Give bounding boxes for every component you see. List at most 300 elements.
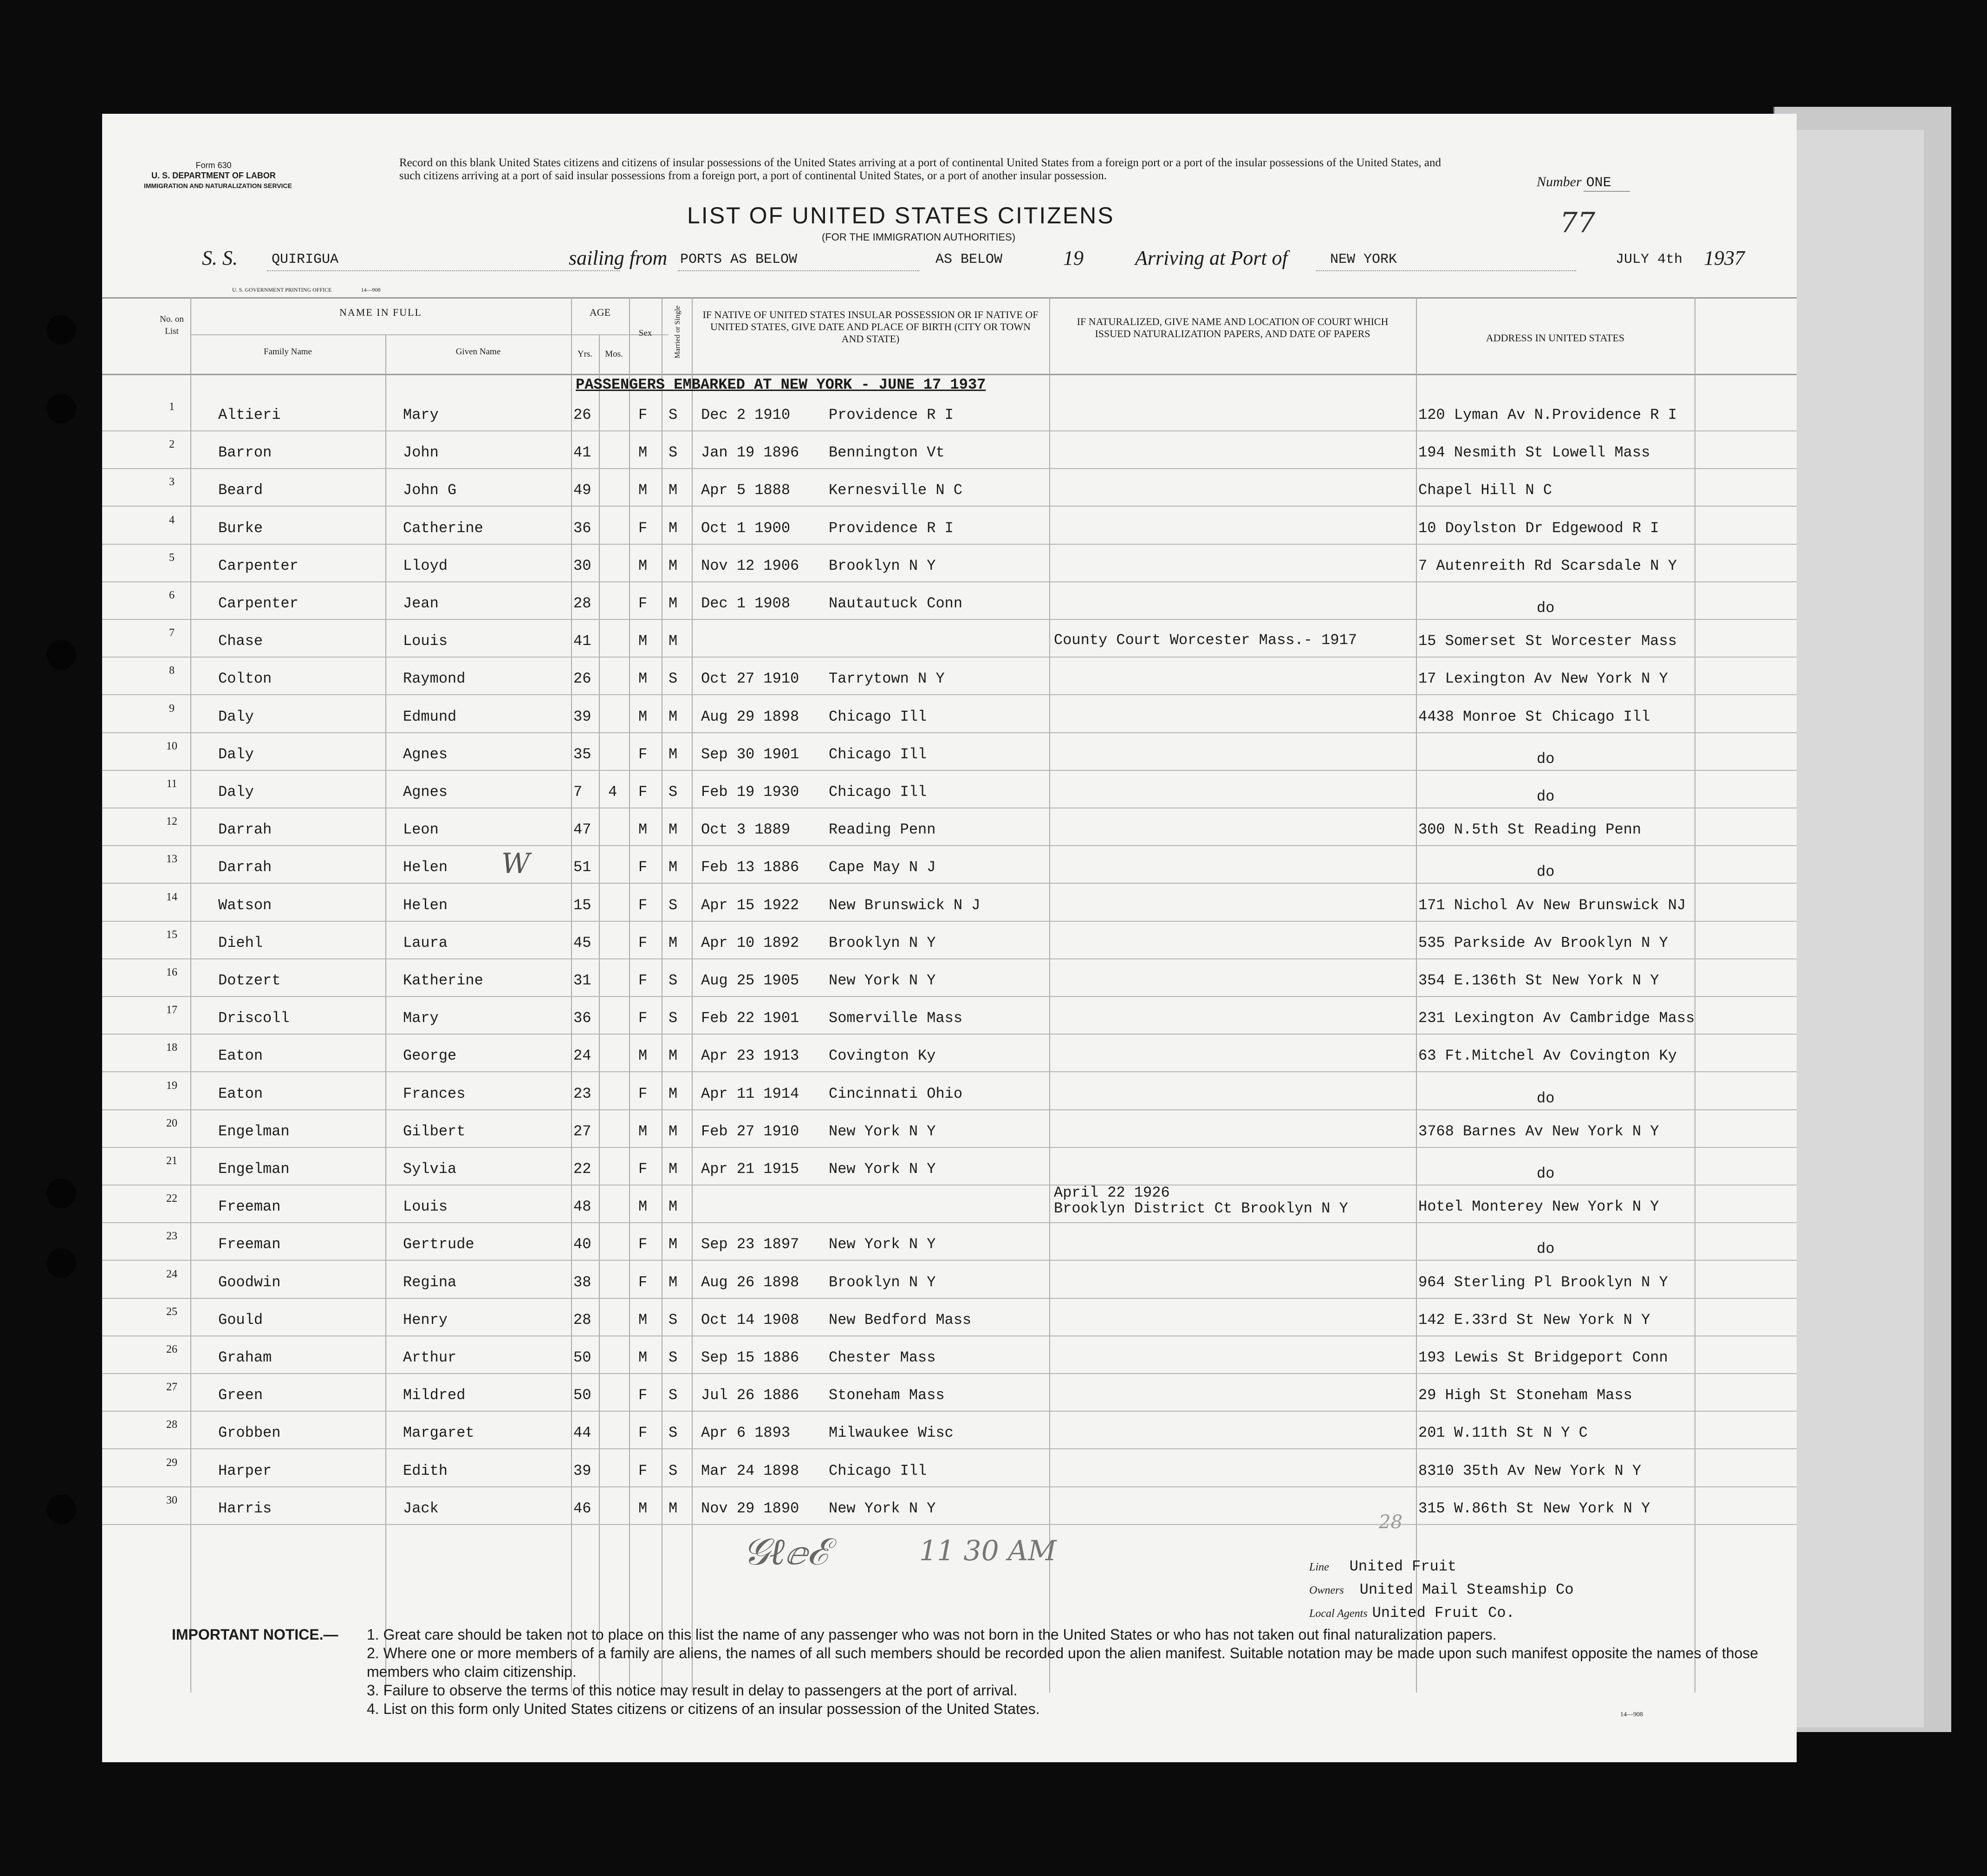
birth-date: Oct 3 1889	[701, 821, 791, 839]
row-number: 14	[166, 891, 177, 903]
family-name: Colton	[218, 670, 272, 688]
birth-date: Apr 21 1915	[701, 1160, 799, 1178]
given-name: Laura	[403, 934, 448, 951]
row-number: 1	[169, 401, 175, 413]
row-rule	[102, 544, 1797, 545]
sex: M	[638, 444, 648, 462]
row-number: 22	[166, 1192, 177, 1205]
owners-field	[1309, 1581, 1574, 1598]
birth-date: Aug 29 1898	[701, 708, 799, 725]
marital-status: S	[669, 783, 678, 801]
row-rule	[102, 694, 1797, 695]
row-number: 26	[166, 1343, 177, 1355]
row-rule	[102, 996, 1797, 997]
marital-status: S	[669, 670, 678, 688]
us-address: 8310 35th Av New York N Y	[1418, 1462, 1642, 1479]
row-number: 9	[169, 702, 175, 715]
birth-date: Sep 15 1886	[701, 1349, 799, 1366]
age-years: 44	[573, 1424, 591, 1442]
sex: F	[638, 1160, 648, 1178]
birth-place: Stoneham Mass	[829, 1387, 945, 1404]
printing-office-line	[232, 287, 380, 293]
sex: F	[638, 1010, 648, 1027]
row-number: 7	[169, 627, 175, 639]
marital-status: S	[669, 1010, 678, 1027]
family-name: Barron	[218, 444, 272, 462]
age-years: 31	[573, 972, 591, 989]
age-years: 46	[573, 1499, 591, 1517]
marital-status: M	[669, 1499, 678, 1517]
printing-office: U. S. GOVERNMENT PRINTING OFFICE	[232, 287, 332, 293]
given-name: Mildred	[403, 1387, 466, 1404]
family-name: Dotzert	[218, 972, 281, 989]
given-name: Gertrude	[403, 1236, 474, 1253]
sex: F	[638, 783, 648, 801]
age-years: 40	[573, 1236, 591, 1253]
row-rule	[102, 845, 1797, 846]
number-label: Number	[1537, 174, 1582, 189]
birth-date: Aug 25 1905	[701, 972, 799, 989]
birth-place: Brooklyn N Y	[829, 557, 936, 574]
us-address: Chapel Hill N C	[1418, 482, 1552, 499]
birth-place: Nautautuck Conn	[829, 595, 963, 612]
row-rule	[102, 1524, 1797, 1525]
manifest-sheet	[102, 114, 1797, 1762]
age-years: 50	[573, 1387, 591, 1404]
given-name: John G	[403, 482, 457, 499]
birth-date: Jan 19 1896	[701, 444, 799, 462]
given-name: Edith	[403, 1462, 448, 1479]
birth-place: Kernesville N C	[829, 482, 963, 499]
marital-status: M	[669, 1047, 678, 1065]
marital-status: S	[669, 444, 678, 462]
row-number: 17	[166, 1004, 177, 1016]
row-rule	[102, 430, 1797, 431]
header-age: AGE	[589, 306, 611, 318]
age-years: 47	[573, 821, 591, 839]
notice-item: 2. Where one or more members of a family are aliens, the names of all such members should be recorded upon the alien manifest. Suitable notation may be made upon such manifest opposite the names of those members who claim citizenship.	[367, 1645, 1759, 1680]
marital-status: S	[669, 1424, 678, 1442]
header-married-single: Married or Single	[674, 306, 682, 358]
given-name: Helen	[403, 859, 448, 876]
birth-place: Brooklyn N Y	[829, 1273, 936, 1291]
us-address: 29 High St Stoneham Mass	[1418, 1387, 1632, 1404]
sex: F	[638, 859, 648, 876]
printing-code: 14—908	[361, 287, 381, 293]
arrival-port: NEW YORK	[1330, 252, 1397, 267]
family-name: Daly	[218, 745, 254, 763]
marital-status: S	[669, 1311, 678, 1329]
birth-date: Apr 5 1888	[701, 482, 791, 499]
notice-item: 1. Great care should be taken not to place on this list the name of any passenger who was not born in the United States or who has not taken out final naturalization papers.	[367, 1626, 1497, 1643]
row-rule	[102, 581, 1797, 582]
birth-place: New Brunswick N J	[829, 896, 981, 914]
family-name: Daly	[218, 783, 254, 801]
given-name: Louis	[403, 632, 448, 650]
birth-date: Apr 11 1914	[701, 1085, 799, 1102]
family-name: Gould	[218, 1311, 263, 1329]
given-name: Lloyd	[403, 557, 448, 574]
marital-status: M	[669, 934, 678, 951]
us-address: do	[1537, 599, 1555, 617]
sex: F	[638, 1462, 648, 1479]
family-name: Watson	[218, 896, 272, 914]
row-number: 2	[169, 438, 175, 451]
sex: F	[638, 972, 648, 989]
service-name: IMMIGRATION AND NATURALIZATION SERVICE	[144, 182, 292, 189]
marital-status: M	[669, 595, 678, 612]
row-number: 3	[169, 476, 175, 489]
row-number: 28	[166, 1419, 177, 1431]
sex: F	[638, 519, 648, 537]
us-address: do	[1537, 1240, 1555, 1258]
binder-hole	[46, 394, 76, 423]
age-years: 35	[573, 745, 591, 763]
row-rule	[102, 1222, 1797, 1223]
family-name: Grobben	[218, 1424, 281, 1442]
sex: F	[638, 1273, 648, 1291]
us-address: 3768 Barnes Av New York N Y	[1418, 1122, 1659, 1140]
marital-status: M	[669, 708, 678, 725]
arrival-date: JULY 4th	[1616, 252, 1683, 267]
age-years: 15	[573, 896, 591, 914]
given-name: Henry	[403, 1311, 448, 1329]
header-bottom-rule	[102, 374, 1797, 375]
birth-date: Jul 26 1886	[701, 1387, 799, 1404]
row-number: 24	[166, 1268, 177, 1280]
birth-place: Tarrytown N Y	[829, 670, 945, 688]
us-address: do	[1537, 788, 1555, 805]
age-years: 30	[573, 557, 591, 574]
given-name: Agnes	[403, 745, 448, 763]
age-years: 24	[573, 1047, 591, 1065]
us-address: 231 Lexington Av Cambridge Mass	[1418, 1010, 1695, 1027]
sex: F	[638, 595, 648, 612]
row-rule	[102, 732, 1797, 733]
given-name: Edmund	[403, 708, 457, 725]
row-number: 19	[166, 1079, 177, 1092]
sex: F	[638, 1387, 648, 1404]
given-name: Frances	[403, 1085, 466, 1102]
row-number: 27	[166, 1381, 177, 1394]
sex: M	[638, 821, 648, 839]
row-rule	[102, 1034, 1797, 1035]
given-name: Sylvia	[403, 1160, 457, 1178]
form-number: Form 630	[195, 161, 232, 170]
row-number: 23	[166, 1230, 177, 1243]
row-rule	[102, 1298, 1797, 1299]
birth-date: Feb 13 1886	[701, 859, 799, 876]
given-name: Raymond	[403, 670, 466, 688]
sex: M	[638, 1311, 648, 1329]
header-given-name: Given Name	[455, 347, 501, 357]
table-top-rule	[102, 297, 1797, 299]
given-name: Helen	[403, 896, 448, 914]
birth-place: New Bedford Mass	[829, 1311, 972, 1329]
birth-date: Aug 26 1898	[701, 1273, 799, 1291]
birth-date: Mar 24 1898	[701, 1462, 799, 1479]
birth-place: Chicago Ill	[829, 708, 927, 725]
binder-hole	[46, 1248, 76, 1278]
age-years: 48	[573, 1198, 591, 1216]
family-name: Freeman	[218, 1198, 281, 1216]
given-name: Louis	[403, 1198, 448, 1216]
naturalization-court: April 22 1926 Brooklyn District Ct Brooklyn N Y	[1054, 1184, 1348, 1218]
given-name: Jean	[403, 595, 439, 612]
birth-place: Somerville Mass	[829, 1010, 963, 1027]
age-years: 28	[573, 1311, 591, 1329]
row-rule	[102, 1373, 1797, 1374]
naturalization-court: County Court Worcester Mass.- 1917	[1054, 632, 1357, 649]
row-rule	[102, 1486, 1797, 1487]
us-address: 7 Autenreith Rd Scarsdale N Y	[1418, 557, 1677, 574]
age-years: 51	[573, 859, 591, 876]
row-number: 16	[166, 966, 177, 978]
birth-place: Milwaukee Wisc	[829, 1424, 954, 1442]
birth-date: Feb 27 1910	[701, 1122, 799, 1140]
page-title: LIST OF UNITED STATES CITIZENS	[687, 202, 1115, 228]
notice-item: 4. List on this form only United States citizens or citizens of an insular possession of the United States.	[367, 1700, 1040, 1717]
owners-label: Owners	[1309, 1584, 1344, 1596]
row-rule	[102, 770, 1797, 771]
row-rule	[102, 1185, 1797, 1186]
row-rule	[102, 1448, 1797, 1449]
row-number: 12	[166, 815, 177, 828]
sailing-from: PORTS AS BELOW	[680, 252, 798, 267]
handwritten-side-number: 28	[1379, 1511, 1403, 1533]
birth-date: Sep 23 1897	[701, 1236, 799, 1253]
birth-place: Cape May N J	[829, 859, 936, 876]
given-name: John	[403, 444, 439, 462]
birth-place: Cincinnati Ohio	[829, 1085, 963, 1102]
family-name: Daly	[218, 708, 254, 725]
given-name: Mary	[403, 1010, 439, 1027]
birth-date: Oct 14 1908	[701, 1311, 799, 1329]
row-number: 13	[166, 853, 177, 866]
us-address: 315 W.86th St New York N Y	[1418, 1499, 1650, 1517]
age-years: 26	[573, 670, 591, 688]
us-address: 120 Lyman Av N.Providence R I	[1418, 406, 1677, 423]
line-label: Line	[1309, 1561, 1329, 1573]
birth-place: New York N Y	[829, 1499, 936, 1517]
age-years: 45	[573, 934, 591, 951]
marital-status: M	[669, 557, 678, 574]
row-number: 8	[169, 664, 175, 677]
age-years: 23	[573, 1085, 591, 1102]
header-age-years: Yrs.	[577, 349, 593, 359]
us-address: 964 Sterling Pl Brooklyn N Y	[1418, 1273, 1668, 1291]
notice-item: 3. Failure to observe the terms of this notice may result in delay to passengers at the port of arrival.	[367, 1682, 1018, 1699]
marital-status: M	[669, 1122, 678, 1140]
us-address: 15 Somerset St Worcester Mass	[1418, 632, 1677, 650]
row-rule	[102, 468, 1797, 469]
year-prefix: 19	[1063, 247, 1084, 269]
row-rule	[102, 1411, 1797, 1412]
department-name: U. S. DEPARTMENT OF LABOR	[151, 171, 276, 180]
agents-value: United Fruit Co.	[1372, 1604, 1515, 1622]
age-years: 22	[573, 1160, 591, 1178]
arriving-label: Arriving at Port of	[1135, 247, 1288, 269]
sex: F	[638, 1085, 648, 1102]
birth-date: Feb 19 1930	[701, 783, 799, 801]
birth-date: Apr 15 1922	[701, 896, 799, 914]
sailing-date: AS BELOW	[935, 252, 1003, 267]
us-address: 300 N.5th St Reading Penn	[1418, 821, 1642, 839]
row-number: 18	[166, 1042, 177, 1054]
handwritten-signature: 𝒢ℓⅇℰ	[743, 1530, 829, 1573]
column-rule	[599, 334, 600, 1693]
handwritten-mark: W	[501, 847, 530, 880]
voyage-line	[202, 246, 1780, 279]
row-number: 10	[166, 740, 177, 752]
arrival-year: 1937	[1704, 247, 1745, 269]
marital-status: S	[669, 1462, 678, 1479]
marital-status: S	[669, 1387, 678, 1404]
age-years: 49	[573, 482, 591, 499]
row-rule	[102, 1260, 1797, 1261]
given-name: Katherine	[403, 972, 483, 989]
row-rule	[102, 506, 1797, 507]
given-name: Agnes	[403, 783, 448, 801]
age-years: 41	[573, 444, 591, 462]
age-years: 27	[573, 1122, 591, 1140]
birth-place: Chicago Ill	[829, 783, 927, 801]
header-age-months: Mos.	[605, 349, 623, 359]
given-name: Jack	[403, 1499, 439, 1517]
marital-status: M	[669, 1236, 678, 1253]
row-number: 29	[166, 1456, 177, 1469]
birth-date: Apr 6 1893	[701, 1424, 791, 1442]
port-underline	[1316, 270, 1576, 271]
family-name: Freeman	[218, 1236, 281, 1253]
binder-hole	[46, 1494, 76, 1524]
birth-place: New York N Y	[829, 1122, 936, 1140]
age-years: 39	[573, 708, 591, 725]
birth-date: Apr 10 1892	[701, 934, 799, 951]
column-rule	[385, 334, 386, 1693]
marital-status: M	[669, 1085, 678, 1102]
given-name: Arthur	[403, 1349, 457, 1366]
marital-status: M	[669, 859, 678, 876]
birth-date: Nov 29 1890	[701, 1499, 799, 1517]
binder-hole	[46, 640, 76, 670]
header-sex: Sex	[638, 328, 652, 338]
owners-value: United Mail Steamship Co	[1359, 1581, 1574, 1598]
birth-place: Covington Ky	[829, 1047, 936, 1065]
family-name: Diehl	[218, 934, 263, 951]
row-rule	[102, 958, 1797, 959]
family-name: Engelman	[218, 1160, 290, 1178]
row-rule	[102, 1109, 1797, 1110]
us-address: 201 W.11th St N Y C	[1418, 1424, 1588, 1442]
sex: M	[638, 1122, 648, 1140]
header-name-in-full: NAME IN FULL	[339, 306, 422, 318]
sex: F	[638, 934, 648, 951]
given-name: Leon	[403, 821, 439, 839]
given-name: George	[403, 1047, 457, 1065]
age-years: 36	[573, 519, 591, 537]
sex: M	[638, 708, 648, 725]
family-name: Beard	[218, 482, 263, 499]
binder-hole	[46, 1179, 76, 1208]
sex: M	[638, 670, 648, 688]
given-name: Mary	[403, 406, 439, 423]
sex: M	[638, 557, 648, 574]
agents-label: Local Agents	[1309, 1608, 1368, 1620]
row-number: 4	[169, 514, 175, 526]
birth-place: Chicago Ill	[829, 1462, 927, 1479]
page-subtitle: (FOR THE IMMIGRATION AUTHORITIES)	[822, 231, 1016, 243]
form-instructions: Record on this blank United States citizens and citizens of insular possessions of the United States arriving at a port of continental United States from a foreign port or a port of the insular possessions of the United States, and such citizens arriving at a port of said insular possessions from a foreign port, a port of continental United States, or a port of another insular possession.	[399, 156, 1441, 182]
birth-place: Bennington Vt	[829, 444, 945, 462]
birth-place: New York N Y	[829, 1160, 936, 1178]
family-name: Harris	[218, 1499, 272, 1517]
marital-status: M	[669, 1273, 678, 1291]
birth-place: Brooklyn N Y	[829, 934, 936, 951]
age-years: 26	[573, 406, 591, 423]
row-rule	[102, 1335, 1797, 1336]
binder-hole	[46, 315, 76, 345]
birth-place: Chester Mass	[829, 1349, 936, 1366]
row-number: 30	[166, 1494, 177, 1506]
sex: M	[638, 632, 648, 650]
row-number: 25	[166, 1305, 177, 1318]
sex: M	[638, 482, 648, 499]
us-address: do	[1537, 1165, 1555, 1182]
number-value: ONE	[1584, 175, 1630, 192]
row-rule	[102, 883, 1797, 884]
family-name: Engelman	[218, 1122, 290, 1140]
row-number: 11	[166, 778, 177, 790]
birth-date: Oct 27 1910	[701, 670, 799, 688]
age-years: 41	[573, 632, 591, 650]
sailing-label: sailing from	[569, 247, 668, 269]
us-address: 63 Ft.Mitchel Av Covington Ky	[1418, 1047, 1677, 1065]
embarkation-note: PASSENGERS EMBARKED AT NEW YORK - JUNE 17 1937	[576, 376, 986, 393]
age-years: 39	[573, 1462, 591, 1479]
row-rule	[102, 921, 1797, 922]
family-name: Green	[218, 1387, 263, 1404]
us-address: 194 Nesmith St Lowell Mass	[1418, 444, 1650, 462]
us-address: 535 Parkside Av Brooklyn N Y	[1418, 934, 1668, 951]
ship-name: QUIRIGUA	[272, 252, 339, 267]
us-address: Hotel Monterey New York N Y	[1418, 1198, 1659, 1216]
marital-status: M	[669, 1160, 678, 1178]
header-family-name: Family Name	[264, 347, 312, 357]
row-number: 15	[166, 928, 177, 941]
name-subheader-rule	[190, 334, 669, 335]
us-address: 354 E.136th St New York N Y	[1418, 972, 1659, 989]
line-value: United Fruit	[1349, 1558, 1457, 1575]
given-name: Gilbert	[403, 1122, 466, 1140]
given-name: Catherine	[403, 519, 483, 537]
header-no-on-list: No. on List	[160, 314, 184, 336]
us-address: 142 E.33rd St New York N Y	[1418, 1311, 1650, 1329]
handwritten-page-number: 77	[1560, 207, 1596, 239]
us-address: do	[1537, 863, 1555, 881]
us-address: 17 Lexington Av New York N Y	[1418, 670, 1668, 688]
birth-date: Dec 2 1910	[701, 406, 791, 423]
age-years: 38	[573, 1273, 591, 1291]
us-address: 4438 Monroe St Chicago Ill	[1418, 708, 1650, 725]
sex: M	[638, 1499, 648, 1517]
age-years: 50	[573, 1349, 591, 1366]
line-field	[1309, 1558, 1456, 1575]
header-address: ADDRESS IN UNITED STATES	[1486, 332, 1625, 344]
family-name: Burke	[218, 519, 263, 537]
marital-status: S	[669, 1349, 678, 1366]
birth-date: Apr 23 1913	[701, 1047, 799, 1065]
